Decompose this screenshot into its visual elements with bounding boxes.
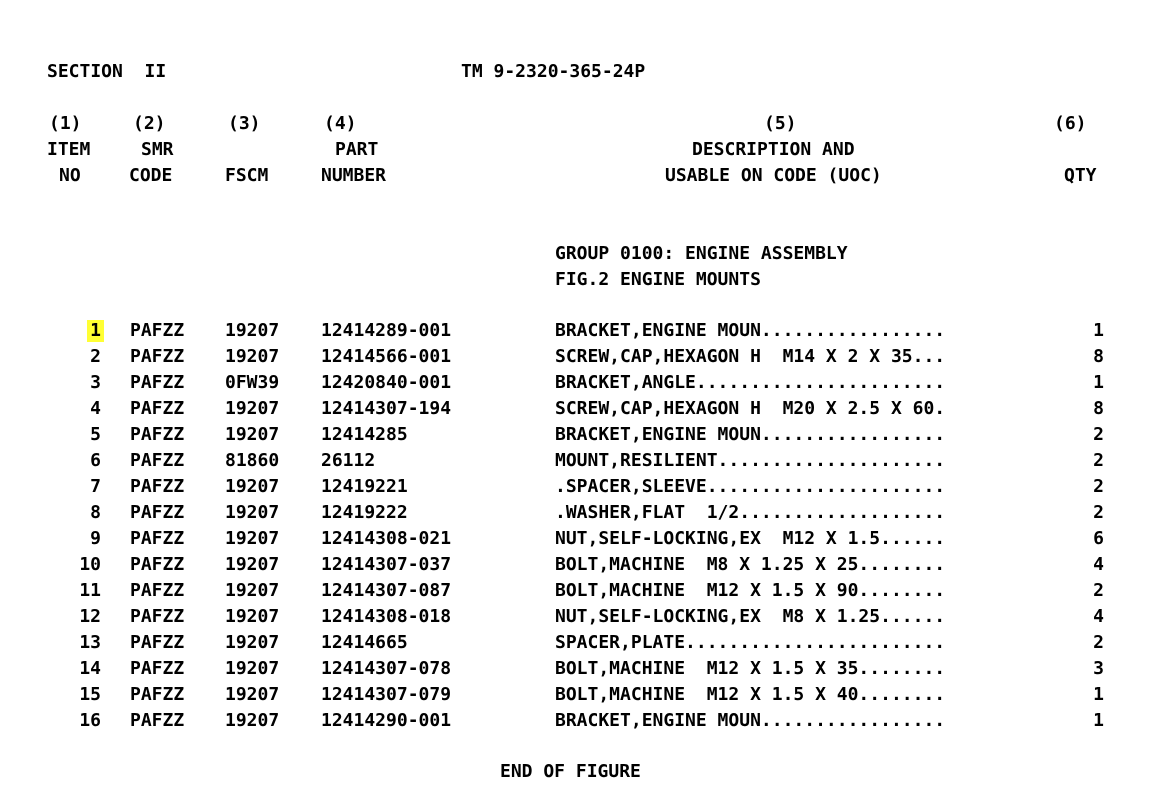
- item-no-value: 13: [79, 632, 101, 653]
- col4-header-line2: NUMBER: [321, 165, 387, 186]
- item-no: [60, 450, 104, 472]
- description: SCREW,CAP,HEXAGON H M20 X 2.5 X 60.: [555, 398, 946, 419]
- part-number: 12414307-037: [321, 554, 452, 575]
- qty: 4: [1093, 606, 1104, 627]
- part-number: 12414285: [321, 424, 408, 445]
- table-row: [0, 320, 1161, 346]
- part-number: 26112: [321, 450, 376, 471]
- col1-number: (1): [49, 113, 82, 134]
- qty: 2: [1093, 580, 1104, 601]
- smr-code: PAFZZ: [130, 580, 185, 601]
- fscm: 19207: [225, 476, 280, 497]
- description: .WASHER,FLAT 1/2...................: [555, 502, 946, 523]
- table-row: [0, 346, 1161, 372]
- description: BOLT,MACHINE M12 X 1.5 X 35........: [555, 658, 946, 679]
- item-no-value: 14: [79, 658, 101, 679]
- description: BRACKET,ENGINE MOUN.................: [555, 320, 946, 341]
- part-number: 12419222: [321, 502, 408, 523]
- col1-header-line2: NO: [59, 165, 81, 186]
- col5-header-line1: DESCRIPTION AND: [692, 139, 855, 160]
- table-row: [0, 606, 1161, 632]
- part-number: 12414308-018: [321, 606, 452, 627]
- item-no-highlighted: 1: [87, 320, 104, 342]
- smr-code: PAFZZ: [130, 606, 185, 627]
- item-no-value: 15: [79, 684, 101, 705]
- item-no: [60, 320, 104, 342]
- smr-code: PAFZZ: [130, 372, 185, 393]
- item-no-value: 16: [79, 710, 101, 731]
- fscm: 19207: [225, 398, 280, 419]
- col2-header-line1: SMR: [141, 139, 174, 160]
- fscm: 19207: [225, 346, 280, 367]
- table-row: [0, 372, 1161, 398]
- qty: 2: [1093, 632, 1104, 653]
- tm-number: TM 9-2320-365-24P: [461, 61, 646, 82]
- qty: 2: [1093, 502, 1104, 523]
- item-no-value: 10: [79, 554, 101, 575]
- smr-code: PAFZZ: [130, 398, 185, 419]
- item-no: [60, 372, 104, 394]
- fscm: 81860: [225, 450, 280, 471]
- description: BOLT,MACHINE M8 X 1.25 X 25........: [555, 554, 946, 575]
- item-no: [60, 398, 104, 420]
- col2-header-line2: CODE: [129, 165, 173, 186]
- item-no: [60, 658, 104, 680]
- description: BRACKET,ENGINE MOUN.................: [555, 710, 946, 731]
- fscm: 19207: [225, 502, 280, 523]
- description: BOLT,MACHINE M12 X 1.5 X 40........: [555, 684, 946, 705]
- item-no-value: 9: [90, 528, 101, 549]
- qty: 2: [1093, 450, 1104, 471]
- qty: 2: [1093, 476, 1104, 497]
- col1-header-line1: ITEM: [47, 139, 91, 160]
- item-no: [60, 528, 104, 550]
- table-row: [0, 580, 1161, 606]
- fscm: 19207: [225, 528, 280, 549]
- item-no-value: 11: [79, 580, 101, 601]
- fscm: 19207: [225, 606, 280, 627]
- smr-code: PAFZZ: [130, 346, 185, 367]
- qty: 8: [1093, 398, 1104, 419]
- fscm: 19207: [225, 684, 280, 705]
- item-no: [60, 710, 104, 732]
- fscm: 0FW39: [225, 372, 280, 393]
- part-number: 12414289-001: [321, 320, 452, 341]
- description: SCREW,CAP,HEXAGON H M14 X 2 X 35...: [555, 346, 946, 367]
- table-row: [0, 398, 1161, 424]
- col4-header-line1: PART: [335, 139, 379, 160]
- qty: 1: [1093, 372, 1104, 393]
- table-row: [0, 528, 1161, 554]
- item-no: [60, 502, 104, 524]
- part-number: 12414308-021: [321, 528, 452, 549]
- part-number: 12414307-078: [321, 658, 452, 679]
- description: BRACKET,ENGINE MOUN.................: [555, 424, 946, 445]
- item-no-value: 2: [90, 346, 101, 367]
- smr-code: PAFZZ: [130, 502, 185, 523]
- table-row: [0, 658, 1161, 684]
- item-no-value: 12: [79, 606, 101, 627]
- fscm: 19207: [225, 658, 280, 679]
- table-row: [0, 476, 1161, 502]
- col2-number: (2): [133, 113, 166, 134]
- end-of-figure: END OF FIGURE: [500, 761, 641, 782]
- table-row: [0, 554, 1161, 580]
- fscm: 19207: [225, 424, 280, 445]
- smr-code: PAFZZ: [130, 554, 185, 575]
- section-label: SECTION II: [47, 61, 167, 82]
- part-number: 12420840-001: [321, 372, 452, 393]
- col3-header-line2: FSCM: [225, 165, 269, 186]
- table-row: [0, 502, 1161, 528]
- smr-code: PAFZZ: [130, 710, 185, 731]
- item-no-value: 3: [90, 372, 101, 393]
- description: BOLT,MACHINE M12 X 1.5 X 90........: [555, 580, 946, 601]
- smr-code: PAFZZ: [130, 450, 185, 471]
- qty: 4: [1093, 554, 1104, 575]
- figure-title: FIG.2 ENGINE MOUNTS: [555, 269, 761, 290]
- fscm: 19207: [225, 580, 280, 601]
- col5-number: (5): [764, 113, 797, 134]
- smr-code: PAFZZ: [130, 632, 185, 653]
- part-number: 12414307-079: [321, 684, 452, 705]
- item-no-value: 6: [90, 450, 101, 471]
- qty: 1: [1093, 320, 1104, 341]
- description: MOUNT,RESILIENT.....................: [555, 450, 946, 471]
- smr-code: PAFZZ: [130, 528, 185, 549]
- item-no: [60, 424, 104, 446]
- item-no-value: 4: [90, 398, 101, 419]
- part-number: 12414307-194: [321, 398, 452, 419]
- smr-code: PAFZZ: [130, 684, 185, 705]
- table-row: [0, 450, 1161, 476]
- fscm: 19207: [225, 710, 280, 731]
- qty: 1: [1093, 684, 1104, 705]
- smr-code: PAFZZ: [130, 476, 185, 497]
- item-no: [60, 346, 104, 368]
- item-no: [60, 632, 104, 654]
- part-number: 12414566-001: [321, 346, 452, 367]
- fscm: 19207: [225, 320, 280, 341]
- item-no-value: 8: [90, 502, 101, 523]
- col4-number: (4): [324, 113, 357, 134]
- item-no: [60, 554, 104, 576]
- item-no-value: 7: [90, 476, 101, 497]
- item-no: [60, 684, 104, 706]
- qty: 6: [1093, 528, 1104, 549]
- qty: 1: [1093, 710, 1104, 731]
- part-number: 12419221: [321, 476, 408, 497]
- qty: 3: [1093, 658, 1104, 679]
- part-number: 12414307-087: [321, 580, 452, 601]
- col6-number: (6): [1054, 113, 1087, 134]
- description: SPACER,PLATE........................: [555, 632, 946, 653]
- fscm: 19207: [225, 554, 280, 575]
- description: .SPACER,SLEEVE......................: [555, 476, 946, 497]
- description: NUT,SELF-LOCKING,EX M8 X 1.25......: [555, 606, 946, 627]
- description: BRACKET,ANGLE.......................: [555, 372, 946, 393]
- item-no: [60, 580, 104, 602]
- fscm: 19207: [225, 632, 280, 653]
- table-row: [0, 684, 1161, 710]
- qty: 8: [1093, 346, 1104, 367]
- smr-code: PAFZZ: [130, 658, 185, 679]
- group-title: GROUP 0100: ENGINE ASSEMBLY: [555, 243, 848, 264]
- smr-code: PAFZZ: [130, 320, 185, 341]
- table-row: [0, 424, 1161, 450]
- item-no: [60, 476, 104, 498]
- smr-code: PAFZZ: [130, 424, 185, 445]
- table-row: [0, 710, 1161, 736]
- col6-header-line2: QTY: [1064, 165, 1097, 186]
- item-no-value: 5: [90, 424, 101, 445]
- part-number: 12414290-001: [321, 710, 452, 731]
- item-no: [60, 606, 104, 628]
- table-row: [0, 632, 1161, 658]
- part-number: 12414665: [321, 632, 408, 653]
- description: NUT,SELF-LOCKING,EX M12 X 1.5......: [555, 528, 946, 549]
- qty: 2: [1093, 424, 1104, 445]
- col5-header-line2: USABLE ON CODE (UOC): [665, 165, 882, 186]
- col3-number: (3): [228, 113, 261, 134]
